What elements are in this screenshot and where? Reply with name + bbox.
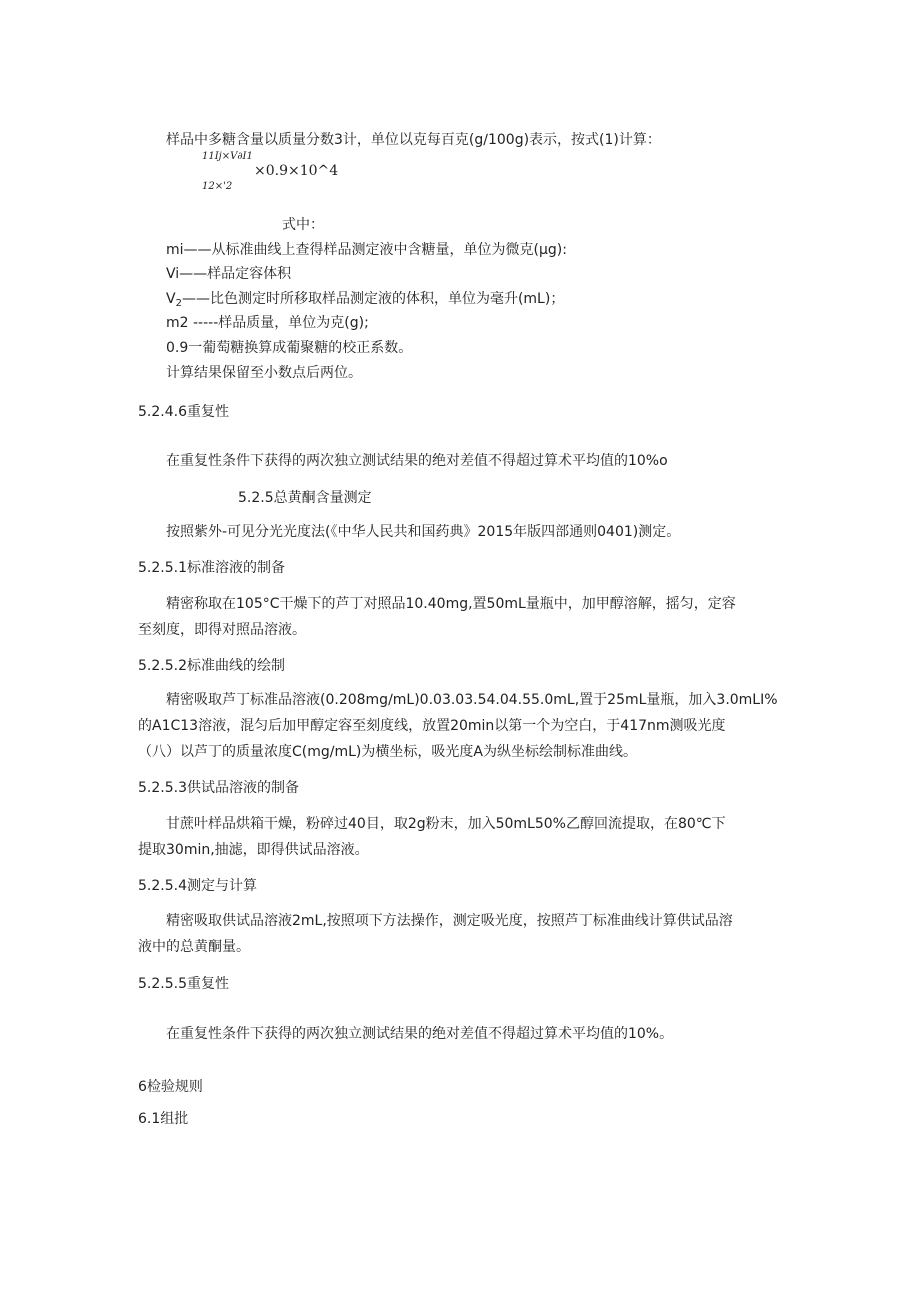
def-v2 — [166, 289, 564, 314]
heading-525: 5.2.5总黄酮含量测定 — [238, 490, 372, 506]
polysaccharide-calc-intro: 样品中多糖含量以质量分数3计，单位以克每百克(g∕100g)表示，按式(1)计算： — [166, 132, 661, 148]
text-5254-line2: 液中的总黄酮量。 — [138, 939, 250, 955]
text-5254-line1: 精密吸取供试品溶液2mL,按照项下方法操作，测定吸光度，按照芦丁标准曲线计算供试品溶 — [166, 913, 733, 929]
heading-5253: 5.2.5.3供试品溶液的制备 — [138, 780, 299, 796]
def-m1: mi——从标准曲线上查得样品测定液中含糖量，单位为微克(μg): — [166, 242, 567, 258]
heading-5251: 5.2.5.1标准溶液的制备 — [138, 560, 285, 576]
text-5246: 在重复性条件下获得的两次独立测试结果的绝对差值不得超过算术平均值的10%o — [166, 453, 668, 469]
text-5253-line1: 甘蔗叶样品烘箱干燥，粉碎过40目，取2g粉末，加入50mL50%乙醇回流提取，在80℃下 — [166, 816, 726, 832]
text-5253-line2: 提取30min,抽滤，即得供试品溶液。 — [138, 842, 369, 858]
text-5251-line2: 至刻度，即得对照品溶液。 — [138, 622, 306, 638]
formula-denominator: 12×'2 — [202, 181, 233, 192]
heading-61: 6.1组批 — [138, 1111, 189, 1127]
def-m2: m2 -----样品质量，单位为克(g); — [166, 315, 369, 331]
formula-factor: ×0.9×10^4 — [254, 163, 339, 179]
formula-numerator: 11Ij×V∂I1 — [202, 151, 253, 162]
heading-5254: 5.2.5.4测定与计算 — [138, 878, 257, 894]
heading-5255: 5.2.5.5重复性 — [138, 976, 229, 992]
text-5252-line3: （八）以芦丁的质量浓度C(mg∕mL)为横坐标，吸光度A为纵坐标绘制标准曲线。 — [138, 744, 637, 760]
text-525: 按照紫外-可见分光光度法(《中华人民共和国药典》2015年版四部通则0401)测定。 — [166, 524, 681, 540]
rounding-note: 计算结果保留至小数点后两位。 — [166, 365, 362, 381]
heading-6: 6检验规则 — [138, 1079, 203, 1095]
heading-5252: 5.2.5.2标准曲线的绘制 — [138, 658, 285, 674]
text-5252-line2: 的A1C13溶液，混匀后加甲醇定容至刻度线，放置20min以第一个为空白，于417nm测吸光度 — [138, 718, 726, 734]
text-5252-line1: 精密吸取芦丁标准品溶液(0.208mg∕mL)0.03.03.54.04.55.0mL,置于25mL量瓶，加入3.0mLI% — [166, 692, 778, 708]
def-v2-symbol: V — [166, 291, 176, 307]
def-v2-text: ——比色测定时所移取样品测定液的体积，单位为毫升(mL)； — [181, 291, 565, 307]
def-factor: 0.9一葡萄糖换算成葡聚糖的校正系数。 — [166, 340, 413, 356]
def-v2-subscript: 2 — [175, 298, 182, 309]
heading-5246: 5.2.4.6重复性 — [138, 404, 229, 420]
text-5251-line1: 精密称取在105°C干燥下的芦丁对照品10.40mg,置50mL量瓶中，加甲醇溶解，摇匀，定容 — [166, 596, 736, 612]
text-5255: 在重复性条件下获得的两次独立测试结果的绝对差值不得超过算术平均值的10%。 — [166, 1026, 674, 1042]
def-v1: Vi——样品定容体积 — [166, 266, 292, 282]
where-label: 式中： — [282, 217, 324, 233]
